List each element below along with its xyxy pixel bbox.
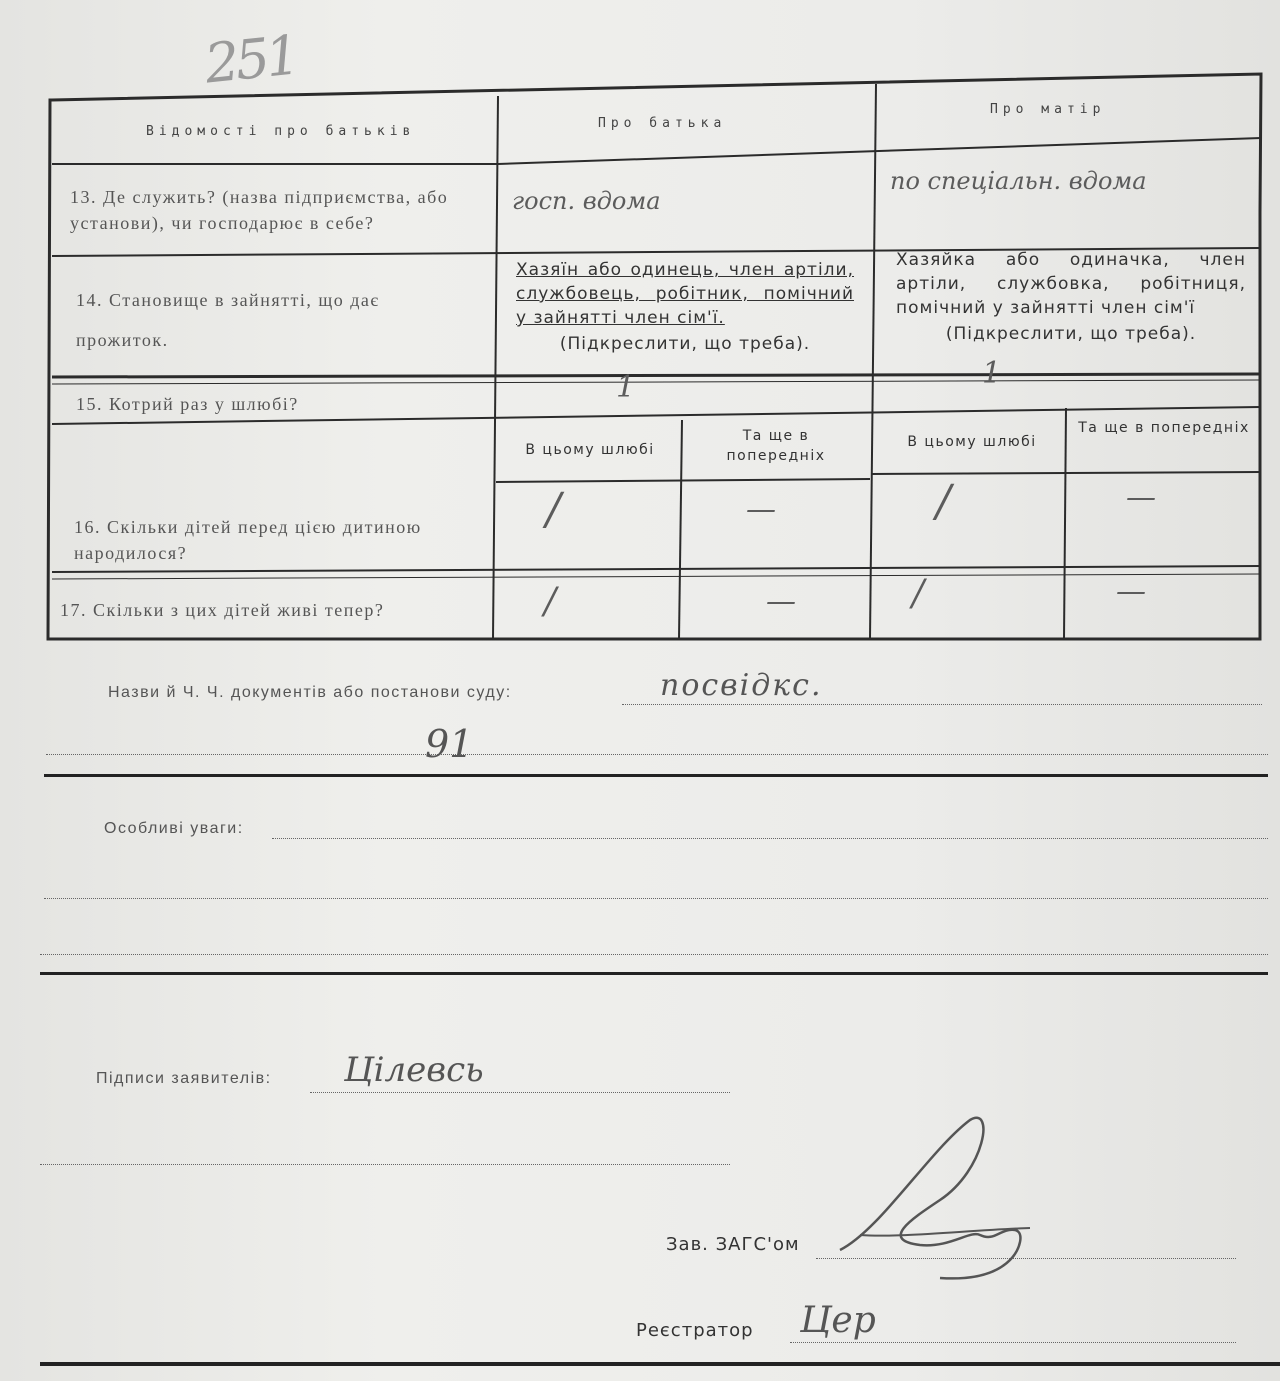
bottom-edge-line [40,1362,1280,1366]
signatures-dotted-line [310,1092,730,1093]
question-14: 14. Становище в зайнятті, що дає прожиток. [76,290,380,350]
registrar-signature-line [790,1342,1236,1343]
subheader-this-marriage-mother: В цьому шлюбі [907,434,1037,450]
remarks-dotted-line-2 [44,898,1268,899]
question-16: 16. Скільки дітей перед цією дитиною народилося? [74,517,422,563]
underlined-option-father: Хазяїн або одинець, член артіли, службовець, робітник, помічний у зайнятті член сім'ї. [516,260,854,328]
note-14-father: (Підкреслити, що треба). [559,334,811,354]
options-14-father [516,258,854,330]
head-signature-scribble [820,1110,1060,1290]
subheader-this-marriage-father: В цьому шлюбі [525,442,655,458]
remarks-dotted-line-3 [40,954,1268,955]
documents-dotted-line [622,704,1262,705]
options-14-mother: Хазяйка або одиначка, член артіли, службовка, робітниця, помічний у зайнятті член сім'ї [896,250,1246,318]
answer-17-mother-this: / [912,573,925,614]
answer-16-father-this: / [546,484,561,535]
note-14-mother: (Підкреслити, що треба). [945,324,1197,344]
registrar-label: Реєстратор [636,1320,754,1341]
archive-number: 251 [201,23,300,96]
subheader-previous-mother: Та ще в попередніх [1078,420,1250,436]
answer-16-mother-prev: — [1126,480,1156,515]
documents-dotted-line-2 [46,754,1268,755]
answer-15-father: 1 [616,370,636,405]
answer-17-mother-prev: — [1116,574,1146,609]
section-divider-1 [44,774,1268,777]
section-divider-2 [40,972,1268,975]
answer-17-father-prev: — [766,584,796,619]
documents-label: Назви й Ч. Ч. документів або постанови суду: [108,684,512,701]
documents-value-2: 91 [425,722,474,766]
answer-16-father-prev: — [746,492,776,527]
remarks-dotted-line-1 [272,838,1268,839]
question-17: 17. Скільки з цих дітей живі тепер? [60,600,385,620]
header-parents-info: Відомості про батьків [146,124,416,139]
answer-15-mother: 1 [982,356,1002,391]
registrar-signature: Цер [800,1300,876,1341]
answer-13-mother: по спеціальн. вдома [890,167,1147,195]
header-about-mother: Про матір [990,102,1106,117]
signatures-label: Підписи заявителів: [96,1070,272,1087]
signatures-dotted-line-2 [40,1164,730,1165]
question-15: 15. Котрий раз у шлюбі? [76,394,299,414]
question-13: 13. Де служить? (назва підприємства, або установи), чи господарює в себе? [70,187,449,233]
answer-17-father-this: / [544,581,557,622]
applicant-signature: Цілевсь [344,1050,484,1090]
subheader-previous-father: Та ще в попередніх [726,428,826,464]
head-of-registry-label: Зав. ЗАГС'ом [666,1234,800,1255]
answer-13-father: госп. вдома [512,187,661,215]
remarks-label: Особливі уваги: [104,820,244,837]
parents-info-table [46,72,1268,642]
documents-value: посвідкс. [660,668,823,703]
header-about-father: Про батька [598,116,727,131]
answer-16-mother-this: / [936,476,951,527]
